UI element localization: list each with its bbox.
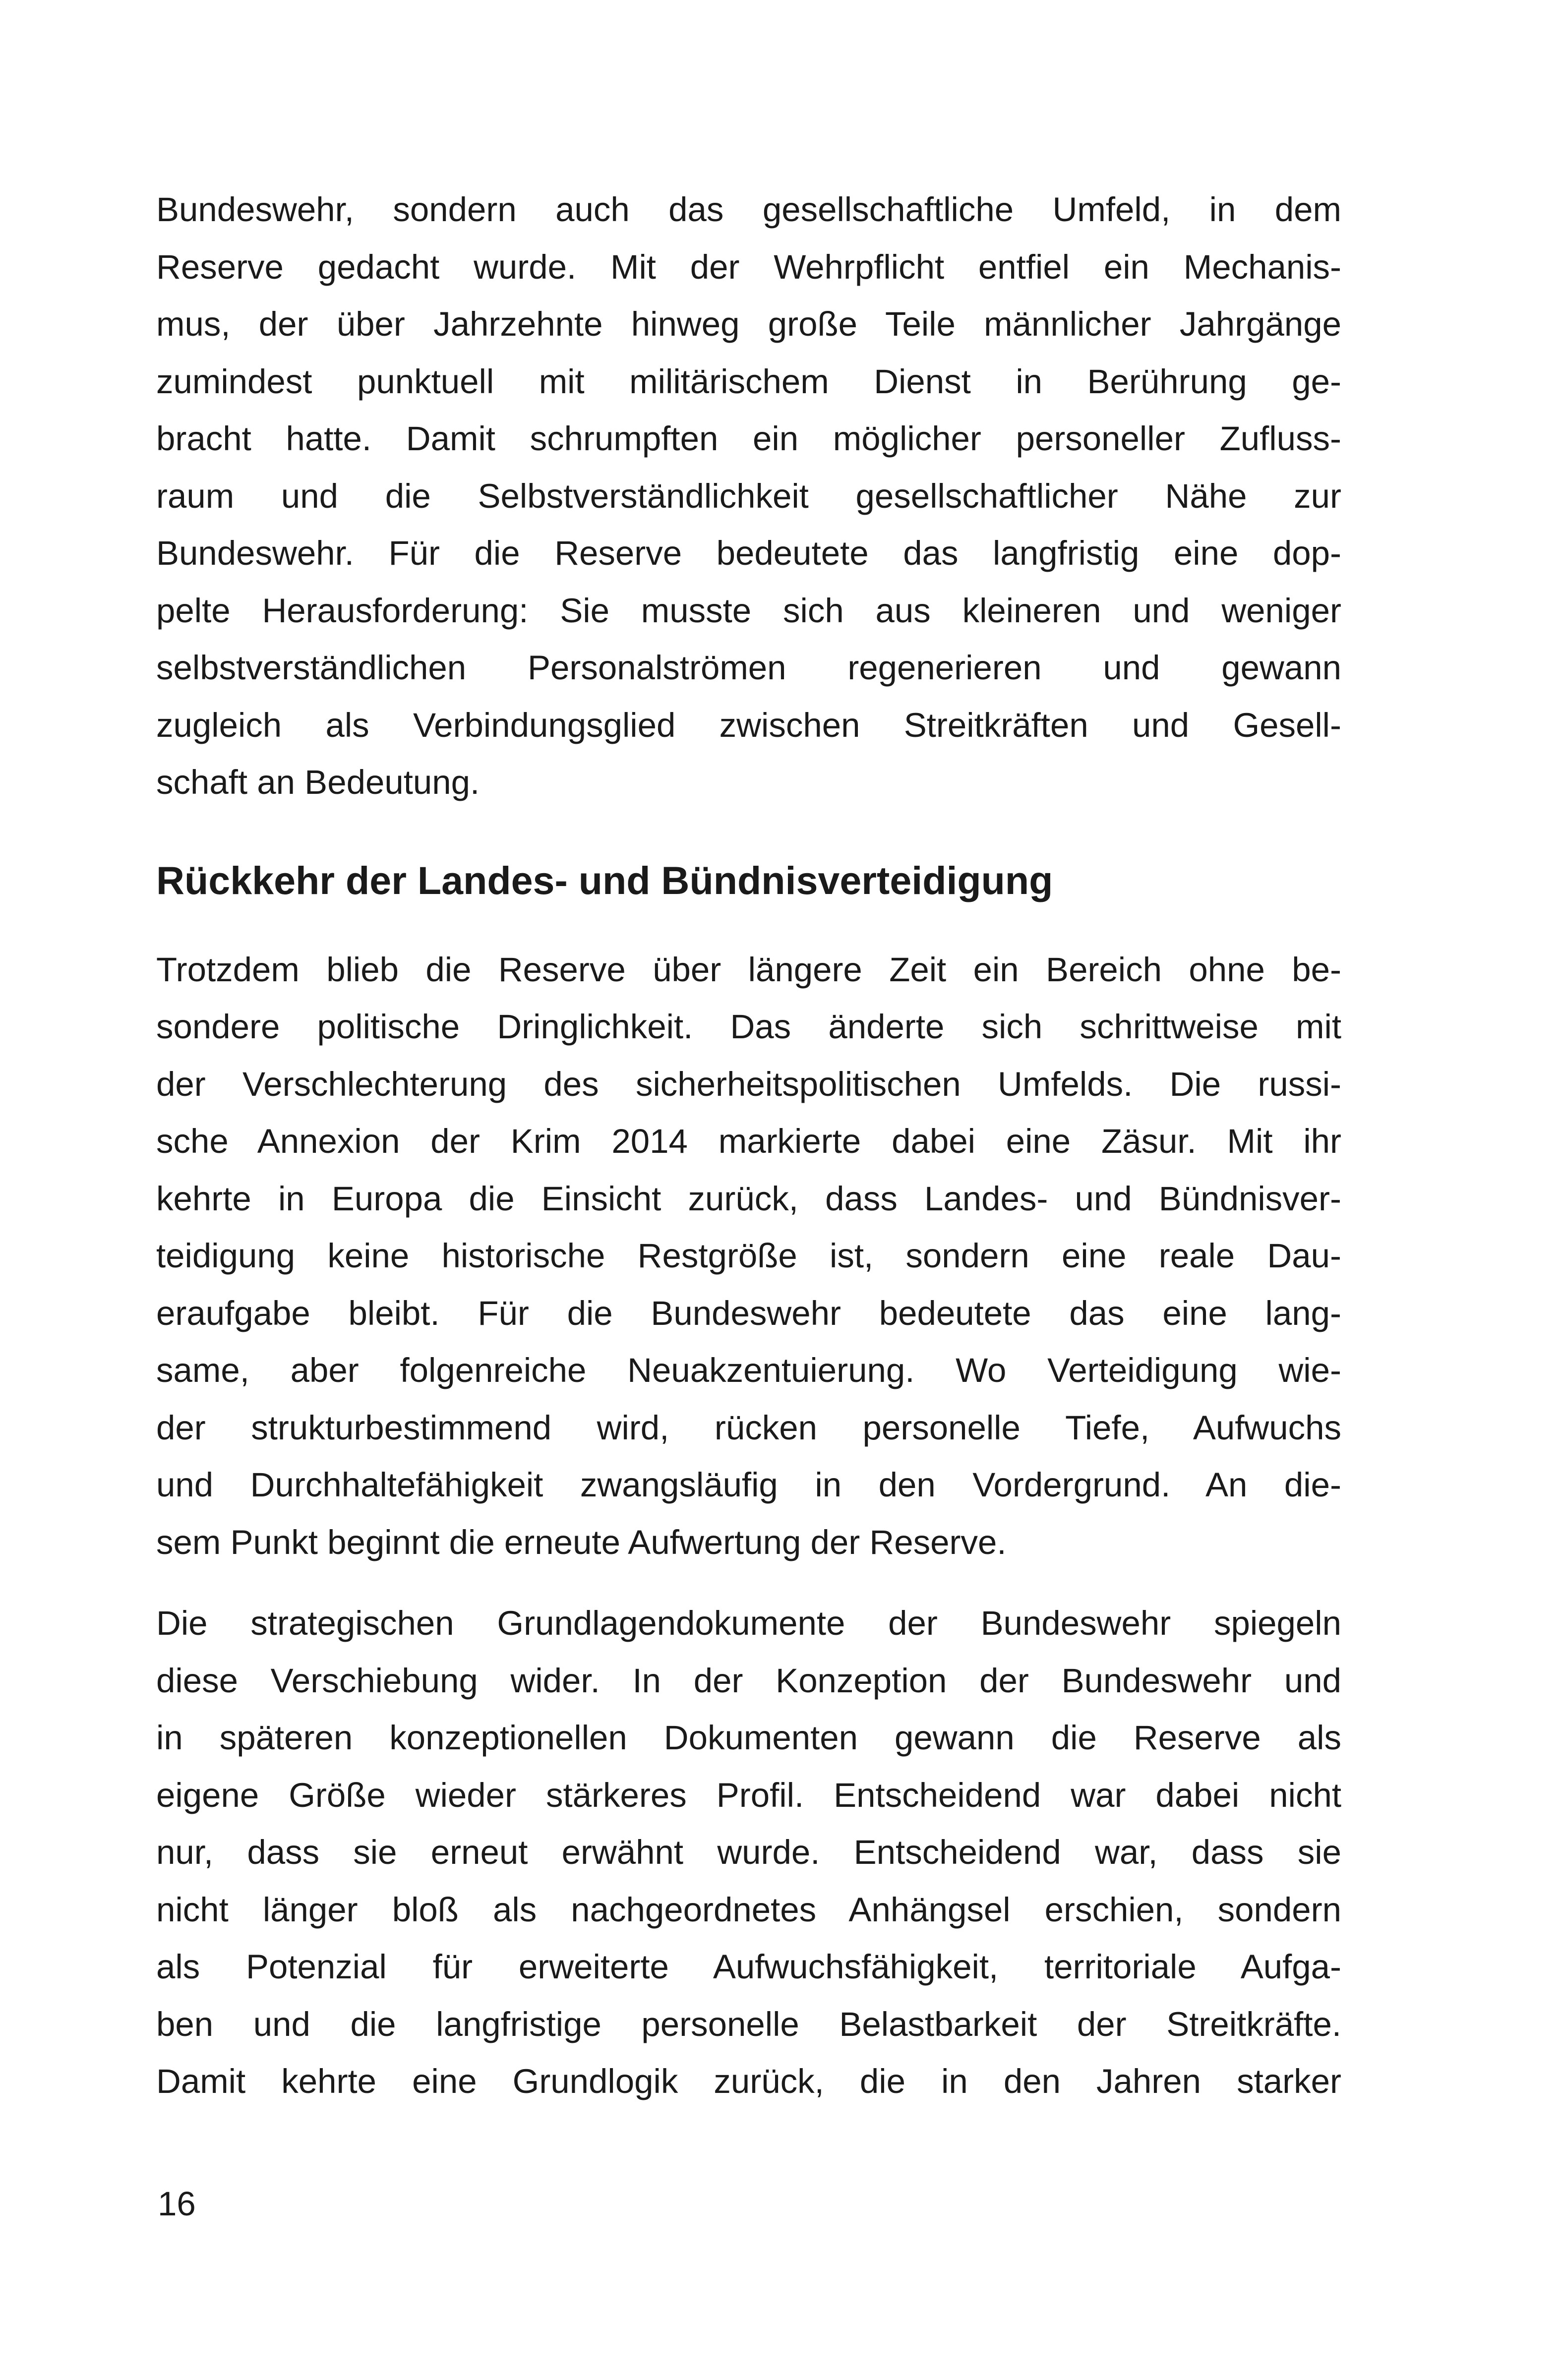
text-line: teidigung keine historische Restgröße ist, sondern eine reale Dau- (156, 1237, 1341, 1275)
text-line: eraufgabe bleibt. Für die Bundeswehr bedeutete das eine lang- (156, 1294, 1341, 1332)
text-line: bracht hatte. Damit schrumpften ein möglicher personeller Zufluss- (156, 419, 1341, 458)
text-line: Damit kehrte eine Grundlogik zurück, die in den Jahren starker (156, 2062, 1341, 2100)
text-line: und Durchhaltefähigkeit zwangsläufig in den Vordergrund. An die- (156, 1466, 1341, 1504)
text-line: in späteren konzeptionellen Dokumenten gewann die Reserve als (156, 1719, 1341, 1757)
paragraph-spacer (156, 1571, 1341, 1595)
text-line: mus, der über Jahrzehnte hinweg große Teile männlicher Jahrgänge (156, 305, 1341, 343)
text-line: same, aber folgenreiche Neuakzentuierung. Wo Verteidigung wie- (156, 1351, 1341, 1389)
text-line: raum und die Selbstverständlichkeit gesellschaftlicher Nähe zur (156, 476, 1341, 515)
page-body (156, 181, 1341, 2110)
paragraph-1 (156, 181, 1341, 811)
text-line: zugleich als Verbindungsglied zwischen Streitkräften und Gesell- (156, 706, 1341, 744)
text-line: kehrte in Europa die Einsicht zurück, dass Landes- und Bündnisver- (156, 1179, 1341, 1218)
text-line: Reserve gedacht wurde. Mit der Wehrpflicht entfiel ein Mechanis- (156, 247, 1341, 286)
page-number: 16 (158, 2185, 196, 2223)
text-line: Die strategischen Grundlagendokumente der Bundeswehr spiegeln (156, 1604, 1341, 1642)
text-line: sondere politische Dringlichkeit. Das änderte sich schrittweise mit (156, 1008, 1341, 1046)
paragraph-2 (156, 941, 1341, 1571)
text-line: selbstverständlichen Personalströmen regenerieren und gewann (156, 649, 1341, 687)
text-line: ben und die langfristige personelle Belastbarkeit der Streitkräfte. (156, 2005, 1341, 2043)
text-line: Bundeswehr, sondern auch das gesellschaftliche Umfeld, in dem (156, 190, 1341, 229)
text-line: eigene Größe wieder stärkeres Profil. Entscheidend war dabei nicht (156, 1776, 1341, 1814)
text-line: sem Punkt beginnt die erneute Aufwertung der Reserve. (156, 1523, 1007, 1561)
section-heading: Rückkehr der Landes- und Bündnisverteidigung (156, 858, 1053, 902)
text-line: der Verschlechterung des sicherheitspolitischen Umfelds. Die russi- (156, 1065, 1341, 1103)
text-line: Trotzdem blieb die Reserve über längere Zeit ein Bereich ohne be- (156, 950, 1341, 989)
text-line: der strukturbestimmend wird, rücken personelle Tiefe, Aufwuchs (156, 1408, 1341, 1447)
text-line: zumindest punktuell mit militärischem Dienst in Berührung ge- (156, 362, 1341, 401)
paragraph-3 (156, 1595, 1341, 2110)
text-line: Bundeswehr. Für die Reserve bedeutete das langfristig eine dop- (156, 534, 1341, 572)
text-line: schaft an Bedeutung. (156, 763, 480, 801)
text-line: sche Annexion der Krim 2014 markierte dabei eine Zäsur. Mit ihr (156, 1122, 1341, 1160)
text-line: nicht länger bloß als nachgeordnetes Anhängsel erschien, sondern (156, 1890, 1341, 1929)
text-line: nur, dass sie erneut erwähnt wurde. Entscheidend war, dass sie (156, 1833, 1341, 1871)
text-line: als Potenzial für erweiterte Aufwuchsfähigkeit, territoriale Aufga- (156, 1948, 1341, 1986)
text-line: diese Verschiebung wider. In der Konzeption der Bundeswehr und (156, 1661, 1341, 1700)
text-line: pelte Herausforderung: Sie musste sich aus kleineren und weniger (156, 591, 1341, 630)
